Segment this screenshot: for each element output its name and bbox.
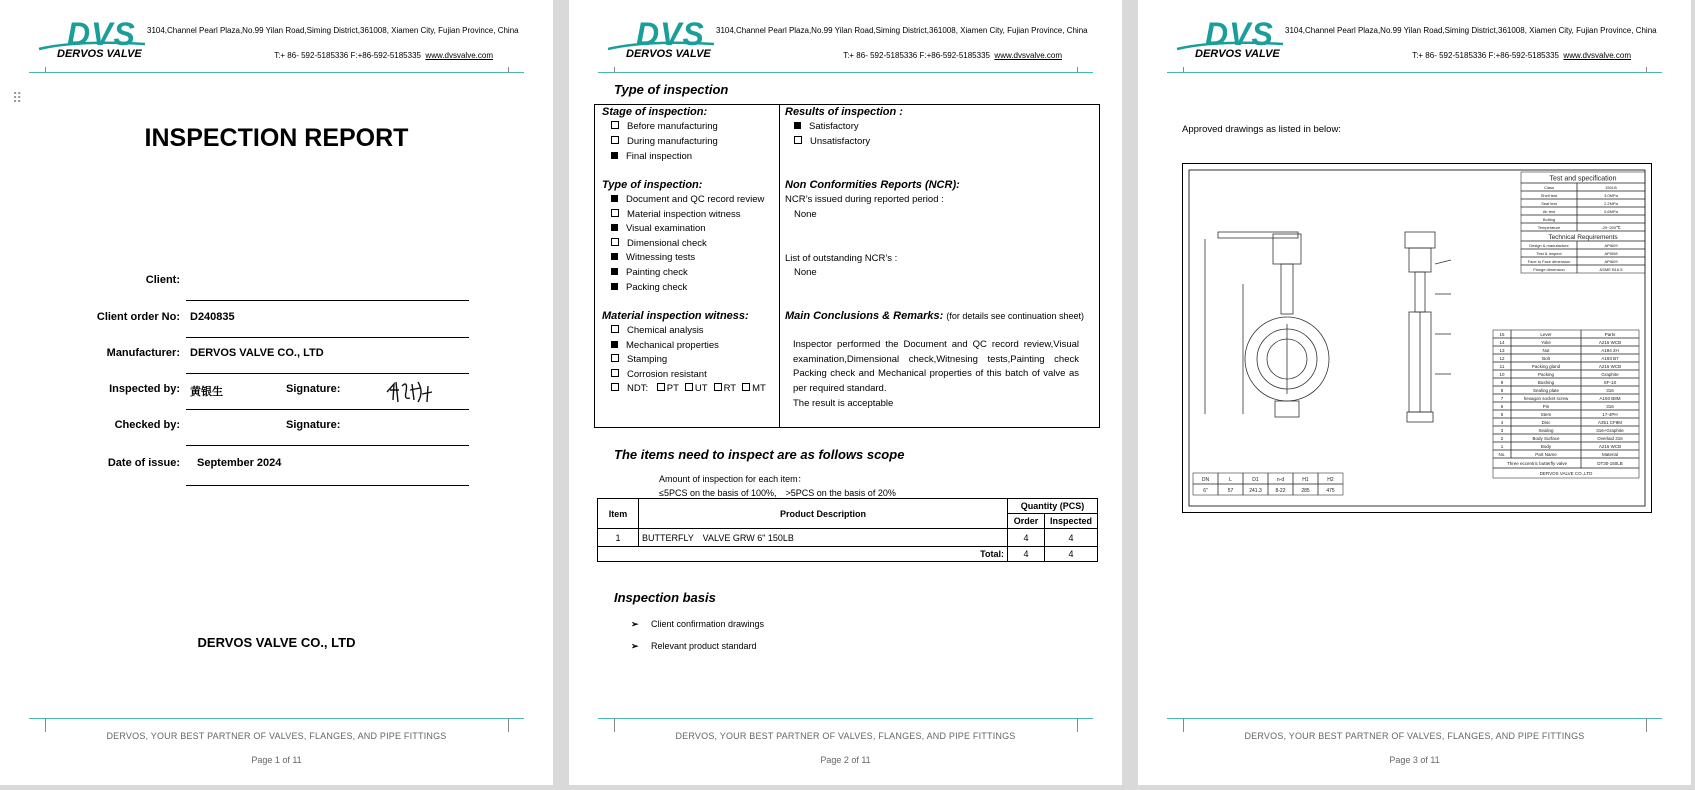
drawing-text: 0.6MPa xyxy=(1604,209,1618,214)
col-order-header: Order xyxy=(1008,514,1045,529)
company-logo xyxy=(596,16,716,62)
header-tick-left xyxy=(614,67,615,73)
drawing-text: 8-22 xyxy=(1275,488,1286,494)
drawing-text: Body Surface xyxy=(1532,436,1560,441)
ncr-issued-label: NCR’s issued during reported period : xyxy=(785,194,944,205)
drawing-text: 3.0MPa xyxy=(1604,193,1618,198)
ndt-row: NDT: PT UT RT MT xyxy=(611,383,766,394)
basis-heading: Inspection basis xyxy=(614,590,716,605)
checked-by-label: Checked by: xyxy=(114,419,180,431)
total-label: Total: xyxy=(598,547,1008,562)
drawing-text: Body xyxy=(1540,444,1552,449)
signature-label-2: Signature: xyxy=(286,419,341,431)
footer-tick-right xyxy=(1646,718,1647,732)
page-number: Page 3 of 11 xyxy=(1389,755,1440,765)
report-title: INSPECTION REPORT xyxy=(144,124,409,152)
stage-checkbox[interactable] xyxy=(611,152,618,159)
checked-underline xyxy=(186,445,469,446)
client-label: Client: xyxy=(145,274,180,286)
report-page-2 xyxy=(569,0,1122,785)
material-checkbox[interactable] xyxy=(611,341,618,348)
type-checkbox[interactable] xyxy=(611,283,618,290)
drawing-text: Bolt xyxy=(1542,356,1550,361)
drawing-text: Disc xyxy=(1541,420,1551,425)
inspected-by-label: Inspected by: xyxy=(109,383,180,395)
company-logo xyxy=(27,16,147,62)
logo-mark: DVS xyxy=(1205,16,1274,52)
type-of-inspection-heading: Type of inspection xyxy=(614,82,729,97)
drawing-text: API609 xyxy=(1604,259,1618,264)
drawing-text: Packing xyxy=(1537,372,1555,377)
drawing-text: ASME B16.5 xyxy=(1599,267,1623,272)
drawing-text: A216 WCB xyxy=(1598,340,1622,345)
drawing-text: Temperature xyxy=(1537,225,1561,230)
drawing-text: 10 xyxy=(1499,372,1505,377)
type-item: Packing check xyxy=(611,282,687,293)
ncr-issued-value: None xyxy=(794,209,817,220)
type-checkbox[interactable] xyxy=(611,268,618,275)
cell-inspected: 4 xyxy=(1045,529,1098,547)
table-row xyxy=(598,529,1098,547)
drawing-text: A216 WCB xyxy=(1598,444,1622,449)
drawing-text: 475 xyxy=(1326,488,1335,494)
header-rule xyxy=(598,72,1093,73)
header-contact: T:+ 86- 592-5185336 F:+86-592-5185335 www.dvsvalve.com xyxy=(274,51,493,60)
footer-rule xyxy=(598,718,1093,719)
drawing-text: 4 xyxy=(1500,420,1504,425)
manufacturer-underline xyxy=(186,373,469,374)
header-address: 3104,Channel Pearl Plaza,No.99 Yilan Road,Siming District,361008, Xiamen City, Fujian Province, China xyxy=(716,26,1088,35)
drawing-text: A351 CF8M xyxy=(1597,420,1623,425)
stage-item: Before manufacturing xyxy=(611,121,718,132)
scope-heading: The items need to inspect are as follows scope xyxy=(614,447,905,462)
logo-subtitle: DERVOS VALVE xyxy=(57,48,142,60)
header-tick-left xyxy=(1183,67,1184,73)
type-checkbox[interactable] xyxy=(611,253,618,260)
cell-desc: BUTTERFLY VALVE GRW 6" 150LB xyxy=(639,529,1008,547)
drawing-text: DN xyxy=(1201,477,1210,483)
drawing-text: D1 xyxy=(1252,477,1259,483)
spec-title: Test and specification xyxy=(1549,175,1617,183)
website-link[interactable]: www.dvsvalve.com xyxy=(1563,51,1631,60)
header-tick-left xyxy=(45,67,46,73)
arrow-bullet-icon: ➢ xyxy=(631,641,639,651)
ncr-outstanding-value: None xyxy=(794,267,817,278)
type-checkbox[interactable] xyxy=(611,238,619,246)
drawing-text: 316+Graphite xyxy=(1596,428,1624,433)
drawing-text: 5 xyxy=(1500,412,1504,417)
logo-mark: DVS xyxy=(636,16,705,52)
conclusions-result: The result is acceptable xyxy=(793,398,894,409)
drawing-text: Test & Inspect xyxy=(1536,251,1562,256)
drawing-text: -29~200℃ xyxy=(1601,225,1621,230)
conclusions-text: Inspector performed the Document and QC record review,Visual examination,Dimensional check,Witnesing tests,Painting check Packing check and Mechanical properties of this batch of valve as per required standard. xyxy=(793,339,1079,394)
inspected-by-value: 黄银生 xyxy=(190,386,223,398)
header-tick-right xyxy=(508,67,509,73)
drawing-text: A194 2H xyxy=(1601,348,1619,353)
date-of-issue-value: September 2024 xyxy=(197,457,282,469)
drawing-text: Design & manufacture xyxy=(1529,243,1569,248)
valve-code: DT30-150LB xyxy=(1597,461,1623,466)
type-sub-heading: Type of inspection: xyxy=(602,179,703,191)
stage-checkbox[interactable] xyxy=(611,136,619,144)
drawing-text: H2 xyxy=(1327,477,1334,483)
type-checkbox[interactable] xyxy=(611,224,618,231)
material-item: Corrosion resistant xyxy=(611,369,707,380)
drawing-text: API609 xyxy=(1604,243,1618,248)
col-desc-header: Product Description xyxy=(639,499,1008,529)
stage-checkbox[interactable] xyxy=(611,121,619,129)
drawing-text: Part Name xyxy=(1535,452,1557,457)
type-checkbox[interactable] xyxy=(611,209,619,217)
drawing-text: A193 B7 xyxy=(1601,356,1619,361)
stage-item: Final inspection xyxy=(611,151,692,162)
drawing-text: H1 xyxy=(1302,477,1309,483)
drawing-text: 11 xyxy=(1499,364,1505,369)
col-qty-header: Quantity (PCS) xyxy=(1008,499,1098,514)
ndt-option[interactable]: MT xyxy=(742,383,766,394)
header-rule xyxy=(1167,72,1662,73)
drawing-text: 13 xyxy=(1499,348,1505,353)
drawing-text: 1 xyxy=(1500,444,1504,449)
type-item: Painting check xyxy=(611,267,688,278)
tech-title: Technical Requirements xyxy=(1548,234,1618,241)
footer-slogan: DERVOS, YOUR BEST PARTNER OF VALVES, FLANGES, AND PIPE FITTINGS xyxy=(106,731,447,741)
drawing-text: Overlaid 316 xyxy=(1597,436,1623,441)
ndt-option[interactable]: UT xyxy=(685,383,708,394)
stage-heading: Stage of inspection: xyxy=(602,106,708,118)
result-item: Unsatisfactory xyxy=(794,136,870,147)
header-address: 3104,Channel Pearl Plaza,No.99 Yilan Road,Siming District,361008, Xiamen City, Fujian Province, China xyxy=(1285,26,1657,35)
amount-rule: ≤5PCS on the basis of 100%, >5PCS on the basis of 20% xyxy=(659,488,896,498)
website-link[interactable]: www.dvsvalve.com xyxy=(994,51,1062,60)
result-item: Satisfactory xyxy=(794,121,859,132)
drawing-text: Lever xyxy=(1540,332,1552,337)
basis-item: ➢ Relevant product standard xyxy=(631,641,757,651)
stage-item: During manufacturing xyxy=(611,136,718,147)
total-order: 4 xyxy=(1008,547,1045,562)
drawing-text: Packing gland xyxy=(1531,364,1561,369)
client-order-label: Client order No: xyxy=(96,311,180,323)
drawing-spec-tables xyxy=(1193,172,1645,495)
drawing-company: DERVOS VALVE CO.,LTD xyxy=(1539,471,1593,476)
drawing-text: A216 WCB xyxy=(1598,364,1622,369)
header-rule xyxy=(29,72,524,73)
drawing-text: Stem xyxy=(1540,412,1552,417)
footer-slogan: DERVOS, YOUR BEST PARTNER OF VALVES, FLANGES, AND PIPE FITTINGS xyxy=(1244,731,1585,741)
drawing-text: Material xyxy=(1601,452,1619,457)
result-checkbox[interactable] xyxy=(794,122,801,129)
valve-side-view xyxy=(1405,232,1451,422)
order-underline xyxy=(186,337,469,338)
type-item: Witnessing tests xyxy=(611,252,695,263)
type-item: Visual examination xyxy=(611,223,706,234)
footer-rule xyxy=(29,718,524,719)
website-link[interactable]: www.dvsvalve.com xyxy=(425,51,493,60)
drawing-text: Face to Face dimension xyxy=(1527,259,1571,264)
conclusions-heading: Main Conclusions & Remarks: (for details see continuation sheet) xyxy=(785,310,1084,322)
material-heading: Material inspection witness: xyxy=(602,310,749,322)
drawing-text: hexagon socket screw xyxy=(1523,396,1569,401)
conclusions-note: (for details see continuation sheet) xyxy=(946,311,1084,321)
results-heading: Results of inspection : xyxy=(785,106,903,118)
drawing-text: 57 xyxy=(1227,488,1234,494)
drawing-text: 12 xyxy=(1499,356,1505,361)
material-item: Stamping xyxy=(611,354,667,365)
drawing-text: Class xyxy=(1543,185,1555,190)
company-name: DERVOS VALVE CO., LTD xyxy=(197,635,356,650)
ndt-option[interactable]: RT xyxy=(714,383,737,394)
footer-tick-left xyxy=(1183,718,1184,732)
valve-name: Three eccentric butterfly valve xyxy=(1506,461,1568,466)
handwritten-signature xyxy=(384,378,436,411)
manufacturer-value: DERVOS VALVE CO., LTD xyxy=(190,347,324,359)
footer-rule xyxy=(1167,718,1662,719)
footer-tick-right xyxy=(1077,718,1078,732)
col-inspected-header: Inspected xyxy=(1045,514,1098,529)
drawing-text: L xyxy=(1229,477,1232,483)
drawing-text: No. xyxy=(1498,452,1506,457)
drawing-text: 6" xyxy=(1203,488,1208,494)
header-contact: T:+ 86- 592-5185336 F:+86-592-5185335 www.dvsvalve.com xyxy=(1412,51,1631,60)
footer-tick-left xyxy=(45,718,46,732)
drawing-text: 2 xyxy=(1500,436,1504,441)
drawing-text: n-d xyxy=(1276,477,1285,483)
date-of-issue-label: Date of issue: xyxy=(107,457,180,469)
logo-subtitle: DERVOS VALVE xyxy=(626,48,711,60)
page-number: Page 1 of 11 xyxy=(251,755,302,765)
drawing-text: Nut xyxy=(1542,348,1550,353)
header-tick-right xyxy=(1646,67,1647,73)
drawing-text: Seal test xyxy=(1541,201,1557,206)
drawing-text: Air test xyxy=(1542,209,1556,214)
drawing-text: 150LB xyxy=(1605,185,1617,190)
ncr-outstanding-label: List of outstanding NCR’s : xyxy=(785,253,898,264)
drawing-text: API598 xyxy=(1604,251,1618,256)
inspected-underline xyxy=(186,409,469,410)
total-inspected: 4 xyxy=(1045,547,1098,562)
box-divider xyxy=(779,105,780,427)
drawing-text: 285 xyxy=(1301,488,1310,494)
cell-item: 1 xyxy=(598,529,639,547)
drawing-text: Bolting xyxy=(1542,217,1556,222)
drawing-text: Pin xyxy=(1542,404,1550,409)
approved-drawings-text: Approved drawings as listed in below: xyxy=(1182,124,1341,135)
report-page-3 xyxy=(1138,0,1691,785)
drawing-text: 3 xyxy=(1500,428,1504,433)
manufacturer-label: Manufacturer: xyxy=(106,347,180,359)
drawing-text: Sealing plate xyxy=(1532,388,1560,393)
drawing-text: SF-1S xyxy=(1603,380,1617,385)
drawing-text: Bushing xyxy=(1537,380,1555,385)
material-item: Mechanical properties xyxy=(611,340,719,351)
footer-slogan: DERVOS, YOUR BEST PARTNER OF VALVES, FLANGES, AND PIPE FITTINGS xyxy=(675,731,1016,741)
page-number: Page 2 of 11 xyxy=(820,755,871,765)
type-item: Dimensional check xyxy=(611,238,707,249)
drawing-text: 8 xyxy=(1500,388,1504,393)
drawing-text: Yoke xyxy=(1541,340,1551,345)
header-contact: T:+ 86- 592-5185336 F:+86-592-5185335 www.dvsvalve.com xyxy=(843,51,1062,60)
client-underline xyxy=(186,300,469,301)
client-order-value: D240835 xyxy=(190,311,235,323)
company-logo xyxy=(1165,16,1285,62)
logo-subtitle: DERVOS VALVE xyxy=(1195,48,1280,60)
drawing-text: 316 xyxy=(1606,388,1614,393)
drawing-text: 6 xyxy=(1500,404,1504,409)
ndt-checkbox[interactable] xyxy=(611,383,619,391)
drawing-text: Parts xyxy=(1604,332,1616,337)
col-item-header: Item xyxy=(598,499,639,529)
valve-front-view xyxy=(1205,232,1329,417)
material-item: Chemical analysis xyxy=(611,325,704,336)
drawing-text: 14 xyxy=(1499,340,1505,345)
type-item: Material inspection witness xyxy=(611,209,741,220)
type-checkbox[interactable] xyxy=(611,195,618,202)
result-checkbox[interactable] xyxy=(794,136,802,144)
logo-mark: DVS xyxy=(67,16,136,52)
drawing-cell xyxy=(1577,215,1645,223)
date-underline xyxy=(186,485,469,486)
amount-label: Amount of inspection for each item： xyxy=(659,474,807,484)
ndt-option[interactable]: PT xyxy=(657,383,679,394)
cell-order: 4 xyxy=(1008,529,1045,547)
material-checkbox[interactable] xyxy=(611,354,619,362)
drawing-text: 7 xyxy=(1500,396,1504,401)
drawing-text: 9 xyxy=(1500,380,1504,385)
ncr-heading: Non Conformities Reports (NCR): xyxy=(785,179,960,191)
drawing-text: 2.2MPa xyxy=(1604,201,1618,206)
header-tick-right xyxy=(1077,67,1078,73)
basis-item: ➢ Client confirmation drawings xyxy=(631,619,765,629)
drawing-text: Graphite xyxy=(1601,372,1619,377)
material-checkbox[interactable] xyxy=(611,369,619,377)
report-page-1 xyxy=(0,0,553,785)
drawing-text: Shell test xyxy=(1540,193,1558,198)
quantity-table xyxy=(597,498,1098,562)
drawing-text: Sealing xyxy=(1538,428,1554,433)
drawing-text: 316 xyxy=(1606,404,1614,409)
arrow-bullet-icon: ➢ xyxy=(631,619,639,629)
drawing-text: 15 xyxy=(1499,332,1505,337)
material-checkbox[interactable] xyxy=(611,325,619,333)
signature-label: Signature: xyxy=(286,383,341,395)
footer-tick-right xyxy=(508,718,509,732)
type-item: Document and QC record review xyxy=(611,194,764,205)
valve-drawing xyxy=(1182,163,1652,513)
drawing-text: 241.3 xyxy=(1249,488,1262,494)
drawing-text: A193 B8M xyxy=(1599,396,1621,401)
footer-tick-left xyxy=(614,718,615,732)
drawing-text: 17-4PH xyxy=(1602,412,1618,417)
drag-handle-icon[interactable]: ⠿ xyxy=(12,90,23,106)
drawing-text: Flange dimension xyxy=(1533,267,1565,272)
header-address: 3104,Channel Pearl Plaza,No.99 Yilan Road,Siming District,361008, Xiamen City, Fujian Province, China xyxy=(147,26,519,35)
